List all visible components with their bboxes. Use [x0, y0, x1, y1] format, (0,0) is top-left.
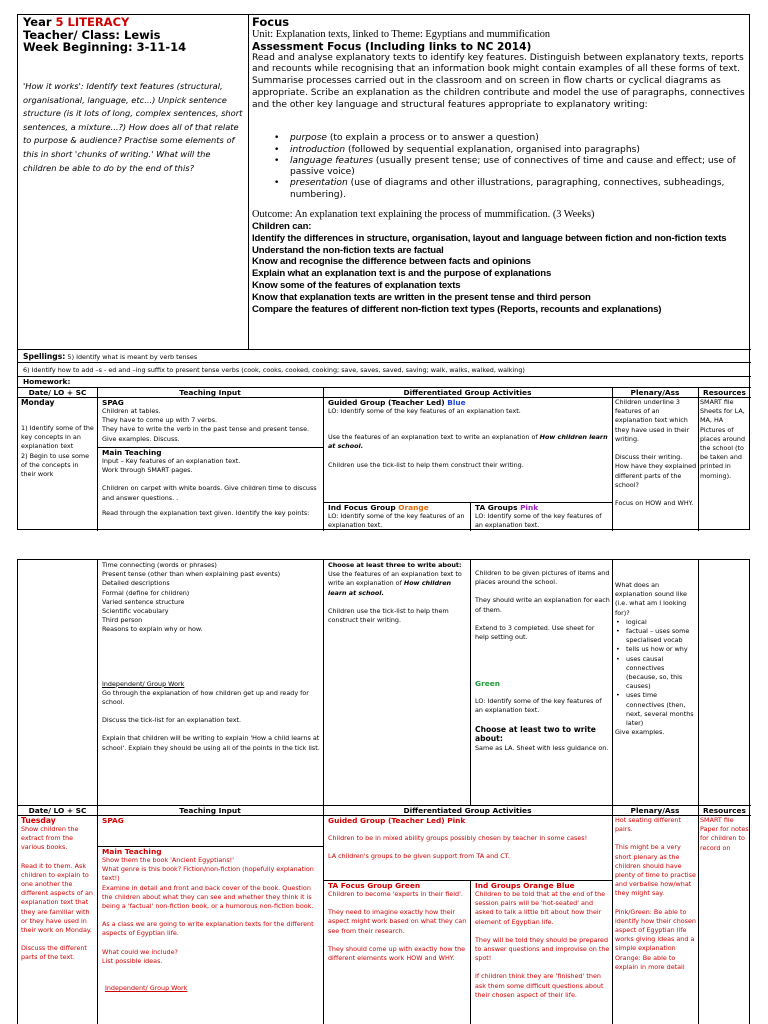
pictures-text-1: Children to be given pictures of items and places around the school. — [475, 569, 610, 587]
col-header-date: Date/ LO + SC — [28, 388, 87, 397]
guided-lo: LO: Identify some of the key features of an explanation text. — [328, 407, 521, 415]
day-label: Tuesday — [21, 816, 56, 825]
tuesday-guided-group — [328, 816, 610, 861]
guided-title: Guided Group (Teacher Led) Blue — [328, 398, 466, 407]
tuesday-spag — [102, 816, 321, 825]
plenary-text-2: This might be a very short plenary as the children should have plenty of time to practise and verbalise how/what they might say. — [615, 843, 696, 898]
col-header-date: Date/ LO + SC — [28, 806, 87, 815]
ind-groups-text-2: They will be told they should be prepared to answer questions and improvise on the spot! — [475, 935, 610, 963]
independent-title: Independent/ Group Work — [102, 679, 185, 688]
plenary-text-3: Pink/Green: Be able to identify how their chosen aspect of Egyptian life works giving ideas and a simple explanation Orange: Be able to explain in more detail — [615, 907, 696, 971]
plenary-question: What does an explanation sound like (i.e. what am I looking for)? — [615, 581, 687, 617]
ind-focus-lo: LO: Identify some of the key features of an explanation text. — [328, 512, 465, 530]
assessment-focus-title: Assessment Focus (Including links to NC 2014) — [252, 40, 532, 53]
monday-guided-group — [328, 398, 610, 470]
features-list — [252, 133, 748, 200]
ta-focus-group — [328, 881, 468, 963]
teacher-class: Teacher/ Class: Lewis — [23, 27, 161, 42]
focus-section — [252, 16, 748, 316]
green-title: Green — [475, 679, 500, 689]
monday-teaching — [102, 398, 321, 444]
feature-item: • presentation (use of diagrams and other illustrations, paragraphing, connectives, subheadings, numbering). — [274, 178, 725, 200]
unit-line: Unit: Explanation texts, linked to Theme: Egyptians and mummification — [252, 28, 551, 40]
main-teaching-title: Main Teaching — [102, 448, 162, 457]
guided-use: Use the features of an explanation text to write an explanation of How children learn at school. — [328, 433, 608, 451]
plenary-bullet: • factual – uses some specialised vocab — [616, 627, 690, 645]
independent-text-3: Explain that children will be writing to explain 'How a child learns at school'. Explain they should be using all of the points in the tick list. — [102, 734, 320, 752]
feature-item: • purpose (to explain a process or to answer a question) — [274, 133, 539, 144]
pictures-cell — [475, 569, 610, 753]
col-header-plenary: Plenary/Ass — [630, 806, 680, 815]
ta-groups-title: TA Groups Pink — [475, 503, 539, 512]
read-text: Read through the explanation text given. Identify the key points: — [102, 508, 310, 517]
plenary-bullet: • tells us how or why — [616, 645, 688, 654]
main-teaching-text-2: As a class we are going to write explanation texts for the different aspects of Egyptian life. — [102, 920, 314, 938]
children-can-item: Know some of the features of explanation texts — [252, 280, 461, 292]
independent-text-1: Go through the explanation of how children get up and ready for school. — [102, 688, 309, 707]
homework-label: Homework: — [23, 377, 71, 386]
ind-groups-title: Ind Groups Orange Blue — [475, 881, 575, 890]
col-header-teaching: Teaching Input — [179, 388, 241, 397]
ta-groups-lo: LO: Identify some of the key features of an explanation text. — [475, 512, 602, 530]
monday-cell — [21, 398, 95, 479]
lesson-header — [23, 16, 245, 54]
spag-title: SPAG — [102, 816, 124, 825]
plenary-text-1: Hot seating different pairs. — [615, 816, 681, 834]
spellings-line-2: 6) Identify how to add –s - ed and –ing suffix to present tense verbs (cook, cooks, cooked, cooking; save, saves, saved, saving; walk, walks, walked, walking) — [23, 366, 525, 374]
tuesday-plenary — [615, 816, 697, 972]
children-can-item: Know that explanation texts are written in the present tense and third person — [252, 292, 591, 304]
carpet-text: Children on carpet with white boards. Give children time to discuss and answer questions. . — [102, 484, 317, 502]
plenary-bullet: • uses causal connectives (because, so, this causes) — [616, 654, 683, 691]
choose-three-use: Use the features of an explanation text to write an explanation of How children learn at school. — [328, 570, 462, 597]
guided-text-2: LA children's groups to be given support from TA and CT. — [328, 852, 510, 861]
monday-main-teaching — [102, 448, 321, 518]
spellings-label: Spellings: — [23, 352, 66, 361]
explanation-features: Time connecting (words or phrases) Present tense (other than when explaining past events) Detailed descriptions Formal (define for children) Varied sentence structure Scientific vocabulary Third person Reasons to explain why or how. — [102, 561, 281, 634]
guided-title: Guided Group (Teacher Led) Pink — [328, 816, 466, 825]
ind-groups — [475, 881, 610, 1000]
monday-plenary: Children underline 3 features of an explanation text which they have used in their writing. Discuss their writing. How have they explained different parts of the school? Focus on HOW and WHY. — [615, 398, 697, 508]
col-header-teaching: Teaching Input — [179, 806, 241, 815]
children-can-item: Identify the differences in structure, organisation, layout and language between fiction and non-fiction texts — [252, 232, 727, 244]
choose-three-cell — [328, 561, 468, 625]
feature-item: • language features (usually present tense; use of connectives of time and cause and effect; use of passive voice) — [274, 155, 736, 178]
independent-text-2: Discuss the tick-list for an explanation text. — [102, 716, 242, 725]
feature-item: • introduction (followed by sequential explanation, organised into paragraphs) — [274, 144, 640, 155]
ind-focus-group — [328, 503, 468, 530]
main-teaching-title: Main Teaching — [102, 847, 162, 856]
pictures-text-3: Extend to 3 completed. Use sheet for help setting out. — [475, 623, 595, 642]
spag-text: Children at tables. They have to come up with 7 verbs. They have to write the verb in the past tense and present tense. Give examples. Discuss. — [102, 407, 310, 443]
week-beginning: Week Beginning: 3-11-14 — [23, 40, 187, 55]
main-teaching-text: Input – Key features of an explanation text. Work through SMART pages. — [102, 457, 241, 475]
continuation-teaching — [102, 561, 321, 753]
choose-three-tick: Children use the tick-list to help them construct their writing. — [328, 606, 449, 625]
spellings-line-1: 5) Identify what is meant by verb tenses — [67, 353, 198, 361]
col-header-resources: Resources — [703, 388, 746, 397]
col-header-groups: Differentiated Group Activities — [403, 806, 532, 815]
main-teaching-text-3: What could we include? List possible ideas. — [102, 947, 178, 965]
ta-focus-text-2: They need to imagine exactly how their aspect might work based on what they can see from their research. — [328, 908, 467, 935]
tuesday-lo-2: Read it to them. Ask children to explain to one another the different aspects of an explanation text that they are familiar with or they have used in their work on Monday. — [21, 861, 93, 935]
ta-focus-title: TA Focus Group Green — [328, 881, 421, 890]
children-can-item: Compare the features of different non-fiction text types (Reports, recounts and explanations) — [252, 304, 662, 316]
col-header-plenary: Plenary/Ass — [630, 388, 680, 397]
explanation-plenary — [615, 581, 697, 737]
independent-title: Independent/ Group Work — [105, 984, 188, 993]
lesson-intro: 'How it works': Identify text features (structural, organisational, language, etc...) Unpick sentence structure (is it lots of long, complex sentences, short sentences, a mixture...?) How does all of that relate to purpose & audience? Practise some elements of this in short 'chunks of writing.' What will the children be able to do by the end of this? — [23, 81, 243, 173]
children-can-list — [252, 221, 748, 316]
ind-groups-text-1: Children to be told that at the end of the session pairs will be 'hot-seated' and asked to talk a little bit about how their element of Egyptian life. — [475, 890, 606, 926]
monday-lo: 1) Identify some of the key concepts in an explanation text 2) Begin to use some of the concepts in their work — [21, 424, 94, 479]
plenary-bullets — [615, 618, 697, 728]
ind-groups-text-3: If children think they are 'finished' then ask them some difficult questions about their chosen aspect of their life. — [475, 972, 604, 999]
plenary-end: Give examples. — [615, 728, 665, 737]
children-can-item: Understand the non-fiction texts are factual — [252, 244, 444, 256]
planning-page-2 — [17, 559, 750, 1024]
col-header-groups: Differentiated Group Activities — [403, 388, 532, 397]
planning-page-1 — [17, 14, 750, 530]
focus-title: Focus — [252, 15, 290, 29]
main-teaching-text-1: Show them the book 'Ancient Egyptians!' What genre is this book? Fiction/non-fiction (hopefully explanation text!) Examine in detail and front and back cover of the book. Question the children about what they can see and whether they think it is being a 'factual' non-fiction book, or a humorous non-fiction book. — [102, 856, 314, 911]
col-header-resources: Resources — [703, 806, 746, 815]
green-lo: LO: Identify some of the key features of an explanation text. — [475, 697, 602, 715]
day-label: Monday — [21, 398, 55, 407]
ta-focus-text-3: They should come up with exactly how the different elements work HOW and WHY. — [328, 944, 466, 963]
ta-groups — [475, 503, 610, 530]
guided-text-1: Children to be in mixed ability groups possibly chosen by teacher in some cases! — [328, 834, 588, 842]
plenary-bullet: • logical — [616, 617, 647, 626]
children-can-item: Explain what an explanation text is and the purpose of explanations — [252, 268, 552, 280]
focus-paragraph: Read and analyse explanatory texts to identify key features. Distinguish between explanatory texts, reports and recounts while recognising that an information book might contain examples of all these forms of text. Summarise processes carried out in the classroom and on screen in flow charts or cyclical diagrams as appropriate. Scribe an explanation as the children contribute and model the use of paragraphs, connectives and the other key language and structural features appropriate to explanatory writing: — [252, 52, 745, 110]
children-can-item: Children can: — [252, 220, 312, 232]
spag-title: SPAG — [102, 398, 124, 407]
tuesday-lo-1: Show children the extract from the various books. — [21, 825, 79, 852]
guided-tick: Children use the tick-list to help them construct their writing. — [328, 460, 524, 469]
monday-resources: SMART file Sheets for LA, MA, HA Pictures of places around the school (to be taken and printed in morning). — [700, 398, 746, 480]
year-heading: Year 5 LITERACY — [23, 15, 130, 29]
choose-three-title: Choose at least three to write about: — [328, 561, 462, 569]
tuesday-lo-3: Discuss the different parts of the text. — [21, 944, 87, 962]
tuesday-main-teaching — [102, 847, 321, 993]
tuesday-resources: SMART file Paper for notes for children to record on — [700, 816, 749, 852]
outcome-line: Outcome: An explanation text explaining the process of mummification. (3 Weeks) — [252, 208, 595, 220]
ta-focus-text-1: Children to become 'experts in their field'. — [328, 890, 463, 898]
green-sheet: Same as LA. Sheet with less guidance on. — [475, 743, 609, 752]
children-can-item: Know and recognise the difference between facts and opinions — [252, 256, 531, 268]
plenary-bullet: • uses time connectives (then, next, several months later) — [616, 691, 694, 728]
ind-focus-title: Ind Focus Group Orange — [328, 503, 429, 512]
pictures-text-2: They should write an explanation for each of them. — [475, 596, 610, 614]
tuesday-cell — [21, 816, 95, 963]
green-choose: Choose at least two to write about: — [475, 724, 596, 744]
